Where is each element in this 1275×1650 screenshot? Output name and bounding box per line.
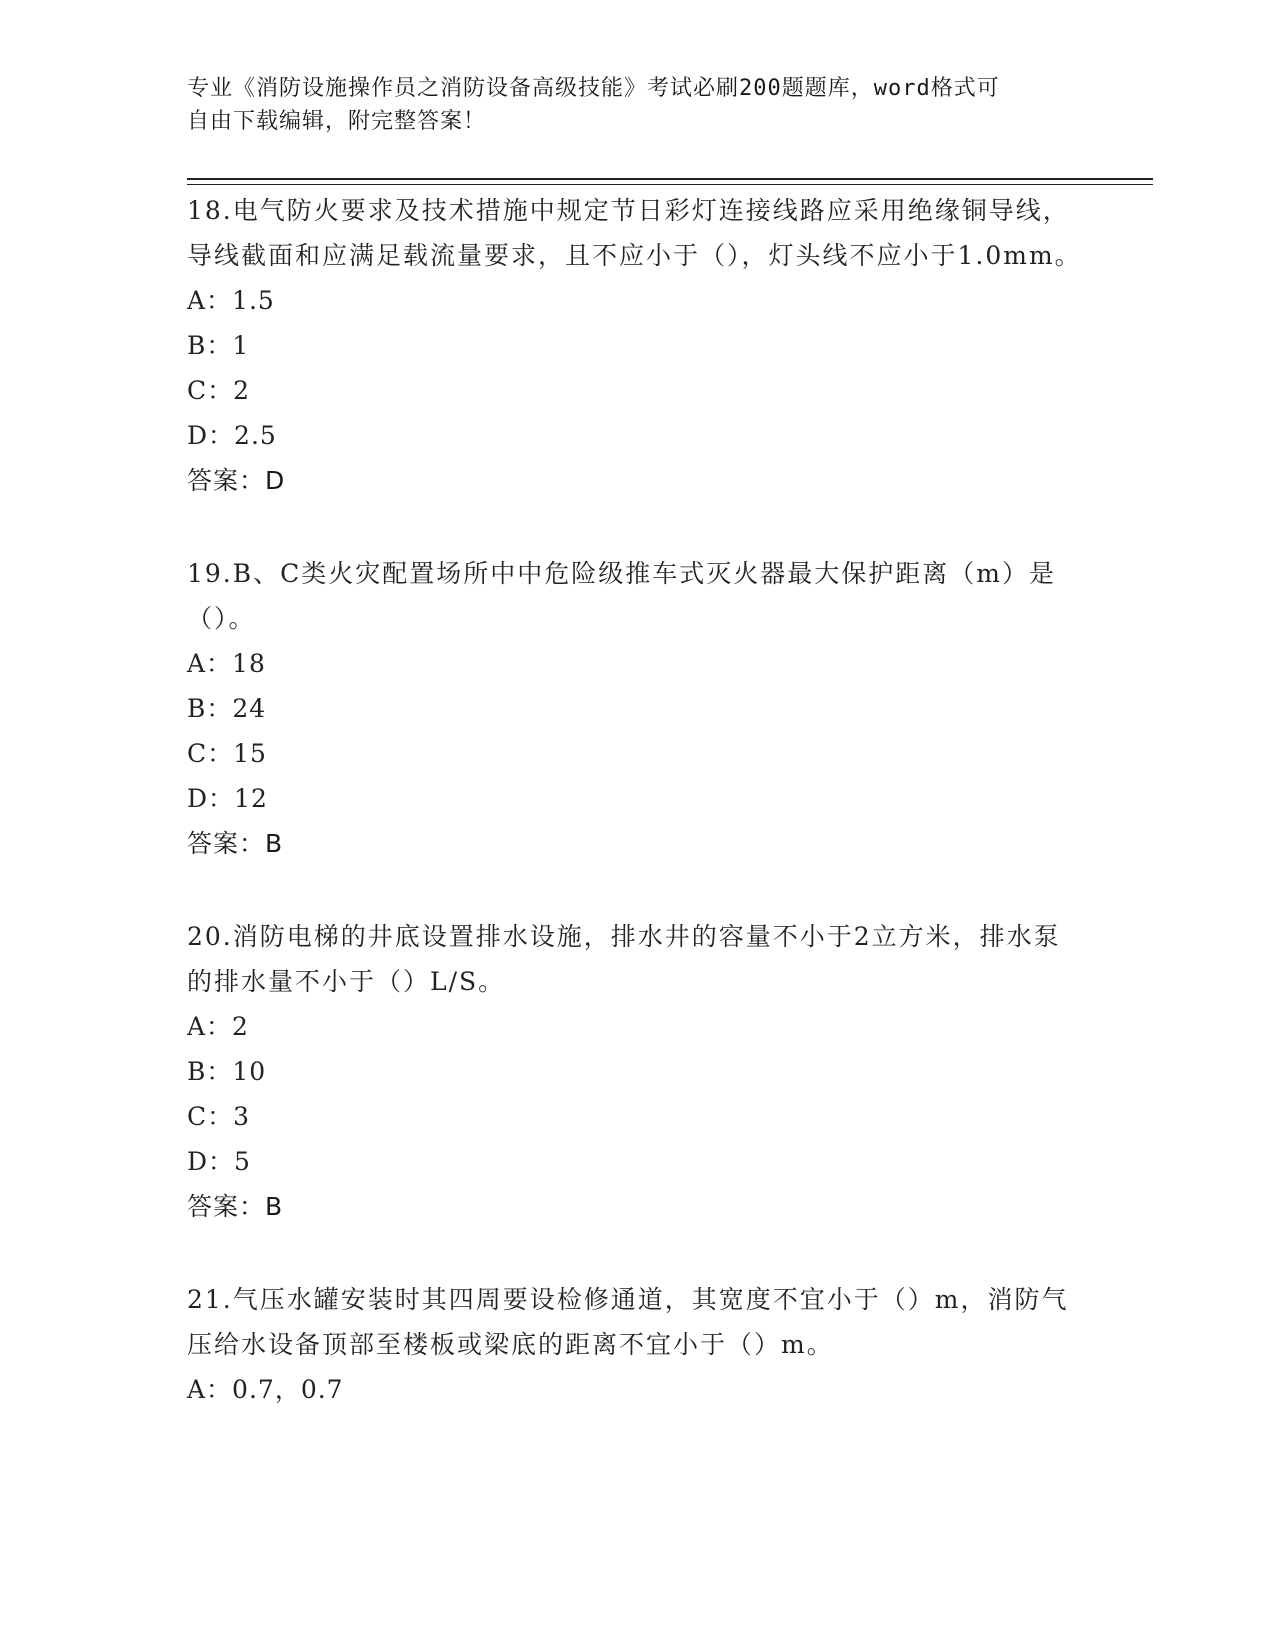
- question-stem: 19.B、C类火灾配置场所中中危险级推车式灭火器最大保护距离（m）是（）。: [187, 559, 1056, 633]
- header-divider-thin: [187, 184, 1153, 185]
- question-stem: 21.气压水罐安装时其四周要设检修通道，其宽度不宜小于（）m，消防气压给水设备顶部至楼板或梁底的距离不宜小于（）m。: [187, 1285, 1069, 1359]
- option-b: B：1: [187, 331, 250, 360]
- answer: 答案：D: [187, 466, 286, 495]
- option-d: D：2.5: [187, 421, 277, 450]
- header-line-2: 自由下载编辑，附完整答案！: [187, 109, 487, 134]
- option-d: D：12: [187, 784, 268, 813]
- option-c: C：3: [187, 1102, 251, 1131]
- header-divider-thick: [187, 178, 1153, 180]
- answer: 答案：B: [187, 829, 284, 858]
- option-a: A：2: [187, 1012, 249, 1041]
- question-18: [187, 188, 1087, 503]
- option-b: B：24: [187, 694, 267, 723]
- question-stem: 18.电气防火要求及技术措施中规定节日彩灯连接线路应采用绝缘铜导线，导线截面和应满足载流量要求，且不应小于（），灯头线不应小于1.0mm。: [187, 196, 1082, 270]
- option-d: D：5: [187, 1147, 251, 1176]
- option-a: A：0.7，0.7: [187, 1375, 344, 1404]
- option-a: A：1.5: [187, 286, 275, 315]
- document-header: [187, 72, 1067, 138]
- question-list: [187, 188, 1087, 1460]
- question-20: [187, 914, 1087, 1229]
- option-c: C：15: [187, 739, 267, 768]
- question-stem: 20.消防电梯的井底设置排水设施，排水井的容量不小于2立方米，排水泵的排水量不小于（）L/S。: [187, 922, 1061, 996]
- option-a: A：18: [187, 649, 266, 678]
- option-b: B：10: [187, 1057, 267, 1086]
- question-21: [187, 1277, 1087, 1412]
- answer: 答案：B: [187, 1192, 284, 1221]
- header-line-1: 专业《消防设施操作员之消防设备高级技能》考试必刷200题题库，word格式可: [187, 76, 1000, 101]
- question-19: [187, 551, 1087, 866]
- option-c: C：2: [187, 376, 251, 405]
